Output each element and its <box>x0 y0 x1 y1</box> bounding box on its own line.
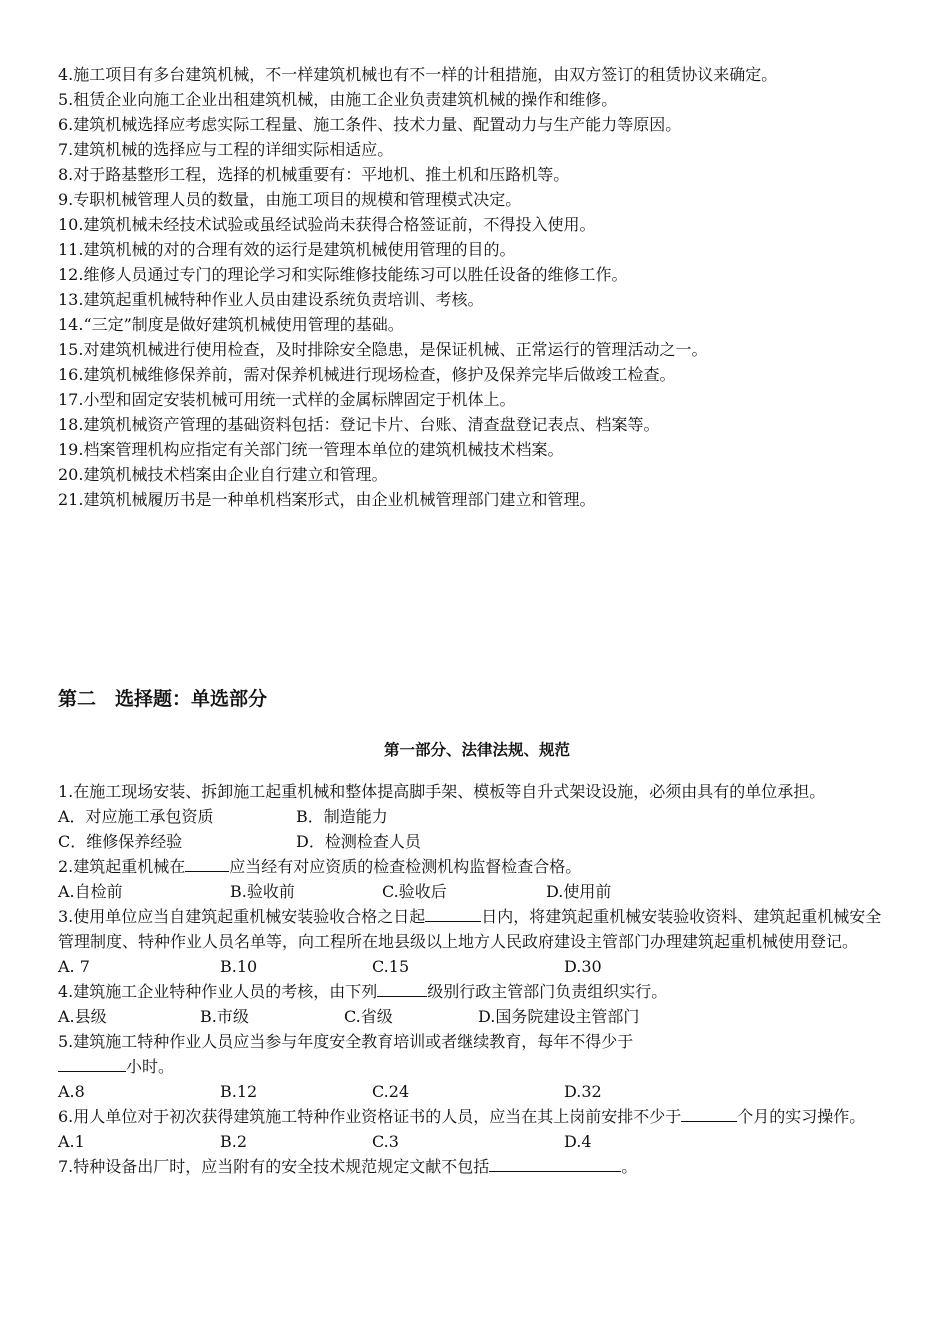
statement-item: 19.档案管理机构应指定有关部门统一管理本单位的建筑机械技术档案。 <box>58 440 564 459</box>
option-a: A.县级 <box>58 1007 107 1026</box>
answer-blank <box>489 1154 621 1172</box>
statement-item: 11.建筑机械的对的合理有效的运行是建筑机械使用管理的目的。 <box>58 240 516 259</box>
answer-blank <box>681 1104 737 1122</box>
statement-item: 16.建筑机械维修保养前，需对保养机械进行现场检查，修护及保养完毕后做竣工检查。 <box>58 365 676 384</box>
stem-text: 6.用人单位对于初次获得建筑施工特种作业资格证书的人员，应当在其上岗前安排不少于 <box>58 1107 682 1126</box>
option-d: D.30 <box>564 957 602 976</box>
statement-item: 21.建筑机械履历书是一种单机档案形式，由企业机械管理部门建立和管理。 <box>58 490 596 509</box>
stem-text: 小时。 <box>126 1057 175 1076</box>
stem-text: 个月的实习操作。 <box>737 1107 866 1126</box>
stem-text: 2.建筑起重机械在 <box>58 857 186 876</box>
statement-item: 15.对建筑机械进行使用检查，及时排除安全隐患，是保证机械、正常运行的管理活动之一。 <box>58 340 708 359</box>
option-b: B.12 <box>220 1082 258 1101</box>
option-a: A．对应施工承包资质 <box>58 807 214 826</box>
document-page <box>58 62 896 1179</box>
question-6 <box>58 1104 896 1154</box>
question-stem: 1.在施工现场安装、拆卸施工起重机械和整体提高脚手架、模板等自升式架设设施，必须由具有的单位承担。 <box>58 782 826 801</box>
option-row <box>58 1079 896 1104</box>
statement-item: 18.建筑机械资产管理的基础资料包括：登记卡片、台账、清查盘登记表点、档案等。 <box>58 415 660 434</box>
option-a: A.8 <box>58 1082 85 1101</box>
option-b: B．制造能力 <box>296 807 388 826</box>
option-a: A.1 <box>58 1132 85 1151</box>
question-3 <box>58 904 896 979</box>
statement-item: 17.小型和固定安装机械可用统一式样的金属标牌固定于机体上。 <box>58 390 516 409</box>
statement-item: 5.租赁企业向施工企业出租建筑机械，由施工企业负责建筑机械的操作和维修。 <box>58 90 618 109</box>
option-d: D.4 <box>564 1132 592 1151</box>
statement-item: 8.对于路基整形工程，选择的机械重要有：平地机、推土机和压路机等。 <box>58 165 570 184</box>
question-stem: 5.建筑施工特种作业人员应当参与年度安全教育培训或者继续教育，每年不得少于 <box>58 1032 634 1051</box>
stem-text: 应当经有对应资质的检查检测机构监督检查合格。 <box>229 857 582 876</box>
option-b: B.市级 <box>200 1007 249 1026</box>
statement-item: 13.建筑起重机械特种作业人员由建设系统负责培训、考核。 <box>58 290 484 309</box>
option-d: D.国务院建设主管部门 <box>478 1007 640 1026</box>
option-d: D.32 <box>564 1082 602 1101</box>
statement-item: 12.维修人员通过专门的理论学习和实际维修技能练习可以胜任设备的维修工作。 <box>58 265 628 284</box>
stem-text: 级别行政主管部门负责组织实行。 <box>427 982 668 1001</box>
option-b: B.验收前 <box>230 882 295 901</box>
statement-item: 7.建筑机械的选择应与工程的详细实际相适应。 <box>58 140 394 159</box>
option-row <box>58 804 896 829</box>
stem-text: 4.建筑施工企业特种作业人员的考核，由下列 <box>58 982 378 1001</box>
option-row <box>58 954 896 979</box>
option-c: C.省级 <box>344 1007 393 1026</box>
question-stem <box>58 1154 896 1179</box>
stem-text: 3.使用单位应当自建筑起重机械安装验收合格之日起 <box>58 907 426 926</box>
question-stem <box>58 1104 896 1129</box>
question-stem <box>58 979 896 1004</box>
question-4 <box>58 979 896 1029</box>
option-c: C.验收后 <box>382 882 447 901</box>
option-d: D.使用前 <box>546 882 612 901</box>
statement-item: 9.专职机械管理人员的数量，由施工项目的规模和管理模式决定。 <box>58 190 522 209</box>
question-1 <box>58 779 896 854</box>
option-row <box>58 1004 896 1029</box>
statement-item: 20.建筑机械技术档案由企业自行建立和管理。 <box>58 465 388 484</box>
answer-blank <box>58 1054 126 1072</box>
stem-text: 。 <box>621 1157 638 1176</box>
option-b: B.2 <box>220 1132 248 1151</box>
stem-text: 7.特种设备出厂时，应当附有的安全技术规范规定文献不包括 <box>58 1157 490 1176</box>
question-stem-continued <box>58 1054 896 1079</box>
question-7 <box>58 1154 896 1179</box>
option-row <box>58 1129 896 1154</box>
part-title: 第一部分、法律法规、规范 <box>383 741 570 759</box>
option-c: C.15 <box>372 957 410 976</box>
option-c: C.3 <box>372 1132 399 1151</box>
option-row <box>58 829 896 854</box>
statement-list <box>58 62 896 512</box>
option-c: C．维修保养经验 <box>58 832 183 851</box>
option-row <box>58 879 896 904</box>
answer-blank <box>377 979 427 997</box>
question-2 <box>58 854 896 904</box>
question-stem <box>58 854 896 879</box>
statement-item: 10.建筑机械未经技术试验或虽经试验尚未获得合格签证前，不得投入使用。 <box>58 215 596 234</box>
option-c: C.24 <box>372 1082 410 1101</box>
stem-text: 日内，将建筑起重机械安装验收资料、建筑起重机械安全管理制度、特种作业人员名单等，向工程所在地县级以上地方人民政府建设主管部门办理建筑起重机械使用登记。 <box>58 907 882 951</box>
statement-item: 14.“三定”制度是做好建筑机械使用管理的基础。 <box>58 315 404 334</box>
option-b: B.10 <box>220 957 258 976</box>
answer-blank <box>425 904 481 922</box>
option-d: D．检测检查人员 <box>296 832 421 851</box>
question-5 <box>58 1029 896 1104</box>
statement-item: 4.施工项目有多台建筑机械，不一样建筑机械也有不一样的计租措施，由双方签订的租赁协议来确定。 <box>58 65 778 84</box>
option-a: A.自检前 <box>58 882 123 901</box>
section-title: 第二 选择题：单选部分 <box>58 688 268 710</box>
answer-blank <box>185 854 229 872</box>
question-stem <box>58 904 896 954</box>
statement-item: 6.建筑机械选择应考虑实际工程量、施工条件、技术力量、配置动力与生产能力等原因。 <box>58 115 682 134</box>
option-a: A. 7 <box>58 957 90 976</box>
